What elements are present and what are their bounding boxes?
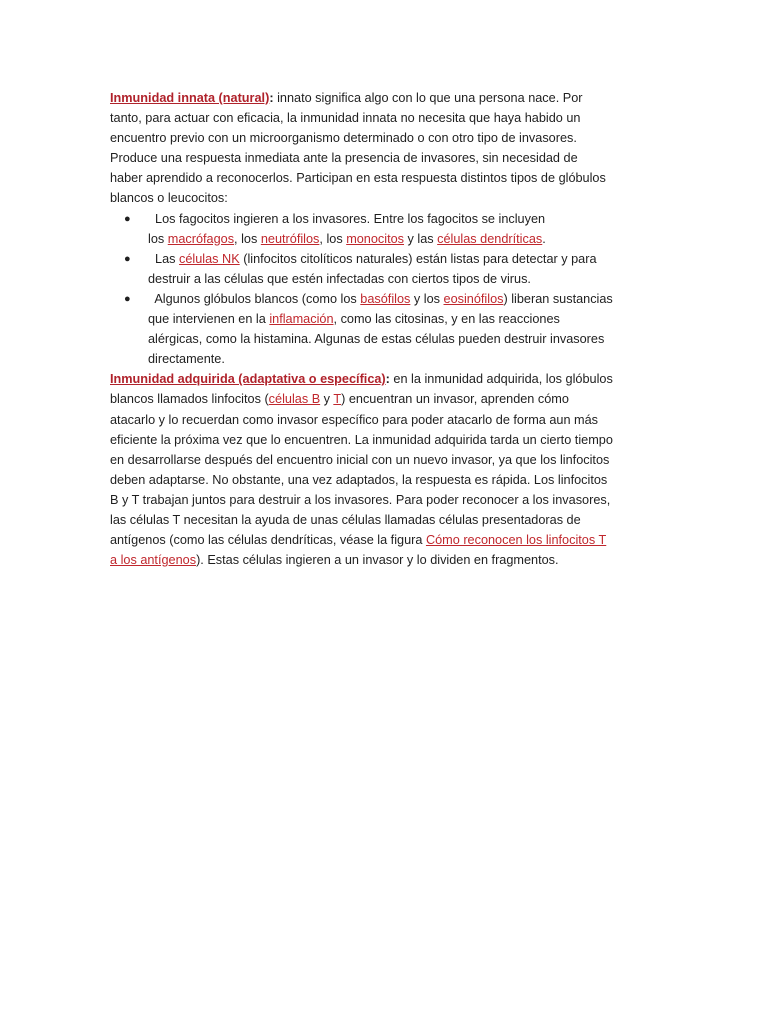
link-figure-antigenos[interactable]: a los antígenos [110,553,197,568]
link-neutrofilos[interactable]: neutrófilos [260,231,320,246]
list-item-line [148,289,662,309]
text: que intervienen en la [148,312,270,327]
link-monocitos[interactable]: monocitos [346,231,405,246]
bullet-list [110,209,662,370]
paragraph-line: blancos o leucocitos: [110,191,228,206]
paragraph-line: haber aprendido a reconocerlos. Participan en esta respuesta distintos tipos de glóbulos [110,171,606,186]
list-item-line [148,229,662,249]
paragraph-line: B y T trabajan juntos para destruir a los invasores. Para poder reconocer a los invasores, [110,492,611,507]
text: Las [148,251,180,266]
link-figure-como-reconocen[interactable]: Cómo reconocen los linfocitos T [425,533,607,548]
document-body [110,88,662,570]
paragraph-line [110,530,662,550]
link-celulas-nk[interactable]: células NK [179,251,240,266]
bullet-icon: ● [124,292,131,305]
list-item-line [148,249,662,269]
heading-innate-immunity: Inmunidad innata (natural) [110,91,270,105]
text: ) liberan sustancias [503,291,613,306]
text: . [542,231,546,246]
list-item-line [148,309,662,329]
list-item-line: alérgicas, como la histamina. Algunas de estas células pueden destruir invasores [148,332,605,347]
paragraph-line: eficiente la próxima vez que lo encuentren. La inmunidad adquirida tarda un cierto tiempo [110,432,613,447]
list-item [110,249,662,289]
text: ) encuentran un invasor, aprenden cómo [341,392,569,407]
list-item-line: Los fagocitos ingieren a los invasores. Entre los fagocitos se incluyen [148,211,546,226]
link-basofilos[interactable]: basófilos [360,291,411,306]
paragraph-line [110,550,662,570]
text: y los [410,291,444,306]
paragraph-line: Produce una respuesta inmediata ante la presencia de invasores, sin necesidad de [110,151,578,166]
heading-colon: : [385,372,390,387]
text: blancos llamados linfocitos ( [110,392,269,407]
text: , como las citosinas, y en las reacciones [333,312,560,327]
paragraph-line: deben adaptarse. No obstante, una vez adaptados, la respuesta es rápida. Los linfocitos [110,472,608,487]
link-celulas-t[interactable]: T [333,392,342,407]
list-item-line: directamente. [148,352,225,367]
paragraph-line: atacarlo y lo recuerdan como invasor específico para poder atacarlo de forma aun más [110,412,599,427]
text: Algunos glóbulos blancos (como los [148,291,361,306]
list-item [110,209,662,249]
text: ). Estas células ingieren a un invasor y lo dividen en fragmentos. [196,553,559,568]
heading-adaptive-immunity: Inmunidad adquirida (adaptativa o específica) [110,372,386,387]
text: y [320,392,334,407]
section-adaptive-line-1 [110,369,662,389]
text: , los [319,231,347,246]
paragraph-line: tanto, para actuar con eficacia, la inmunidad innata no necesita que haya habido un [110,111,581,126]
section-innate-line-1 [110,88,662,108]
paragraph-text: en la inmunidad adquirida, los glóbulos [393,372,613,387]
link-macrofagos[interactable]: macrófagos [167,231,235,246]
paragraph-line: en desarrollarse después del encuentro inicial con un nuevo invasor, ya que los linfocitos [110,452,610,467]
paragraph-text: innato significa algo con lo que una persona nace. Por [277,91,583,105]
list-item-line: destruir a las células que estén infectadas con ciertos tipos de virus. [148,271,531,286]
text: , los [234,231,261,246]
link-celulas-dendriticas[interactable]: células dendríticas [437,231,543,246]
bullet-icon: ● [124,212,131,225]
paragraph-line [110,389,662,409]
text: (linfocitos citolíticos naturales) están listas para detectar y para [239,251,597,266]
paragraph-line: las células T necesitan la ayuda de unas células llamadas células presentadoras de [110,512,581,527]
link-celulas-b[interactable]: células B [268,392,321,407]
list-item [110,289,662,369]
text: y las [404,231,438,246]
link-eosinofilos[interactable]: eosinófilos [443,291,504,306]
text: antígenos (como las células dendríticas, véase la figura [110,533,426,548]
text: los [148,231,168,246]
paragraph-line: encuentro previo con un microorganismo determinado o con otro tipo de invasores. [110,131,577,146]
heading-colon: : [269,91,274,105]
bullet-icon: ● [124,252,131,265]
link-inflamacion[interactable]: inflamación [269,312,334,327]
